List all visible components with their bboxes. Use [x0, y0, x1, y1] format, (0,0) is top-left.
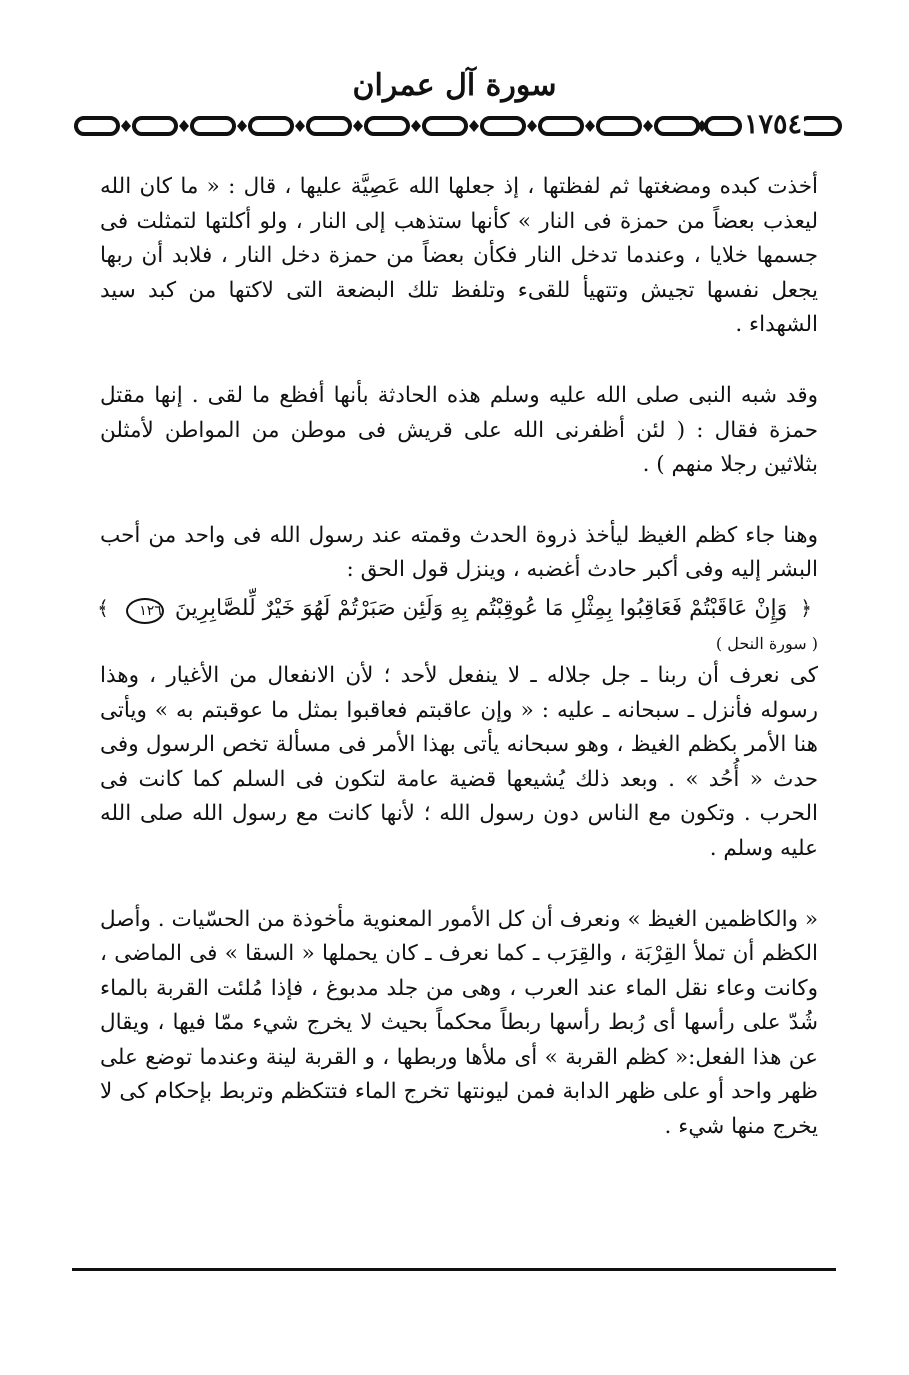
paragraph-4: كى نعرف أن ربنا ـ جل جلاله ـ لا ينفعل لأحد ؛ لأن الانفعال من الأغيار ، وهذا رسوله فأنزل ـ سبحانه ـ عليه : « وإن عاقبتم فعاقبوا بمثل ما عوقبتم به » ويأتى هنا الأمر بكظم الغيظ ، وهو سبحانه يأتى بهذا الأمر فى مسألة تخص الرسول وفى حدث « أُحُد » . وبعد ذلك يُشيعها قضية عامة لتكون فى السلم كما كانت فى الحرب . وتكون مع الناس دون رسول الله ؛ لأنها كانت مع رسول الله صلى الله عليه وسلم .	[100, 662, 818, 861]
paragraph-5: « والكاظمين الغيظ » ونعرف أن كل الأمور المعنوية مأخوذة من الحسّيات . وأصل الكظم أن تملأ القِرْبَة ، والقِرَب ـ كما نعرف ـ كان يحملها « السقا » فى الماضى ، وكانت وعاء نقل الماء عند العرب ، وهى من جلد مدبوغ ، فإذا مُلئت القربة بالماء شُدّ على رأسها أى رُبط رأسها ربطاً محكماً بحيث لا يخرج شيء ممّا فيها ، ويقال عن هذا الفعل:« كظم القربة » أى ملأها وربطها ، و القربة لينة وعندما توضع على ظهر واحد أو على ظهر الدابة فمن ليونتها تخرج الماء فتتكظم وتربط بإحكام كى لا يخرج منها شيء .	[100, 906, 818, 1140]
verse-text: وَإِنْ عَاقَبْتُمْ فَعَاقِبُوا بِمِثْلِ مَا عُوقِبْتُم بِهِ وَلَئِن صَبَرْتُمْ لَهُوَ خَيْرٌ لِّلصَّابِرِينَ	[174, 595, 788, 621]
surah-title: سورة آل عمران	[352, 68, 557, 103]
paragraph-2: وقد شبه النبى صلى الله عليه وسلم هذه الحادثة بأنها أفظع ما لقى . إنها مقتل حمزة فقال : ( لئن أظفرنى الله على قريش فى موطن من المواطن لأمثلن بثلاثين رجلا منهم ) .	[100, 382, 818, 478]
paragraph-1: أخذت كبده ومضغتها ثم لفظتها ، إذ جعلها الله عَصِيَّة عليها ، قال : « ما كان الله ليعذب بعضاً من حمزة فى النار » كأنها ستذهب إلى النار ، ولو أكلتها لتمثلت فى جسمها خلايا ، وعندما تدخل النار فكأن بعضاً من حمزة دخل النار ، فلابد أن ربها يجعل نفسها تجيش وتتهيأ للقىء وتلفظ تلك البضعة التى لاكتها من كبد سيد الشهداء .	[100, 174, 818, 338]
quran-verse	[97, 588, 818, 629]
paragraph-3: وهنا جاء كظم الغيظ ليأخذ ذروة الحدث وقمته عند رسول الله فى واحد من أحب البشر إليه وفى أكبر حادث أغضبه ، وينزل قول الحق :	[100, 522, 818, 583]
verse-bracket-close: ﴾	[97, 595, 109, 620]
verse-bracket-open: ﴿	[800, 595, 812, 620]
surah-reference: ( سورة النحل )	[715, 633, 818, 653]
ornament-border	[74, 109, 844, 140]
verse-number: ١٢٦	[126, 598, 164, 624]
page-number: ١٧٥٤	[743, 109, 802, 140]
page-body	[97, 170, 818, 1145]
bottom-divider	[72, 1268, 836, 1271]
